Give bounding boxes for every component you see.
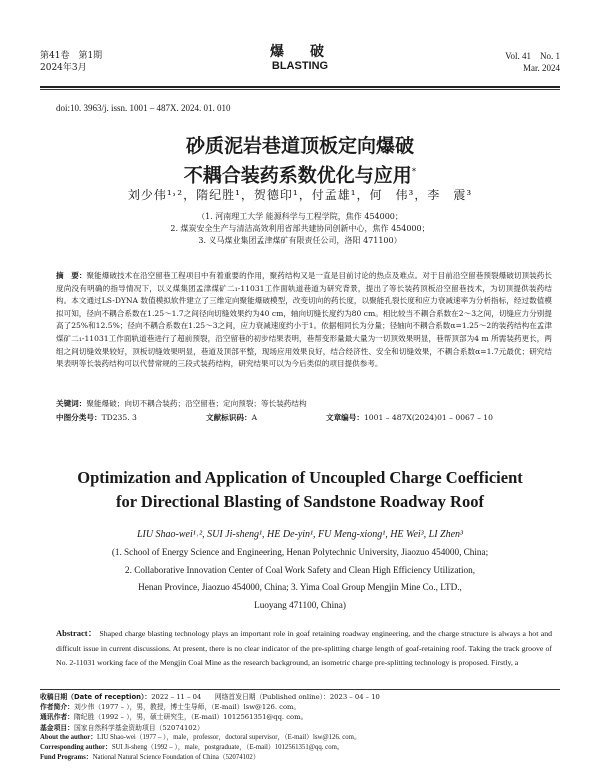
doc-code-value: A [251,413,258,422]
article-no-label: 文章编号： [326,413,364,422]
header-rule [40,86,560,88]
keywords-cn-label: 关键词： [56,399,87,408]
footnote-rule [40,689,560,690]
footnotes [40,692,560,763]
article-no-value: 1001 – 487X(2024)01 – 0067 – 10 [363,413,493,422]
clc-label: 中图分类号： [56,413,102,422]
footnote-corresponding-en: Corresponding author：SUI Ji-sheng（1992 – ），male，postgraduate，（E-mail）1012561351@qq. com。 [40,744,344,752]
footnote-fund-en: Fund Programs：National Natural Science Foundation of China（52074102） [40,754,260,762]
volume-issue-en: Vol. 41 No. 1 [505,51,560,61]
classification-cn [56,412,552,424]
footnote-reception: 收稿日期（Date of reception）：2022 – 11 – 04 网络首发日期（Published online）：2023 – 04 – 10 [40,693,380,701]
affiliations-en [56,544,544,614]
doc-code-label: 文献标识码： [206,413,252,422]
footnote-fund: 基金项目：国家自然科学基金资助项目（52074102） [40,723,204,732]
volume-issue-cn: 第41卷 第1期 [40,51,103,61]
date-en: Mar. 2024 [523,63,560,73]
abstract-cn-label: 摘 要： [56,271,87,280]
footnotes-en [40,733,560,764]
abstract-cn-text: 聚能爆破技术在沿空留巷工程项目中有着重要的作用，聚药结构又是一直是目前讨论的热点及难点。对于目前沿空留巷预裂爆破切顶装药长度尚没有明确的指导情况下，以义煤集团孟津煤矿二₁-11031工作面轨道巷道为研究背景，提出了等长装药顶板沿空留巷技术，为切顶提供装药结构。本文通过LS-DYNA 数值模拟软件建立了三维定向聚能爆破模型，改变切向的药长度，以聚能孔裂长度和应力衰减速率为分析指标，经过数值模拟可知，径向不耦合系数在1.25～1.7之间径向切缝效果约为40 cm，轴向切缝长度约为80 cm。相比较当不耦合系数在2～3之间，切缝应力分别提高了25%和12.5%；径向不耦合系数在1.25～3之间，应力衰减速度约小于1。依据相同长为分量；径轴向不耦合系数α=1.25～2的装药结构在孟津煤矿二₁-11031工作面轨道巷进行了超前预裂，沿空留巷的初步结果表明，巷帮变形量最大量为一切顶效果明显，巷帮顶部为4 m 所需装药更长，两组之间切缝效果较好，顶板切缝效果明显，巷道及顶部平整，现场应用效果良好，结合经济性、安全和切缝效果，不耦合系数α=1.7元最优；研究结果表明等长装药结构可以代替常规的三段式装药结构，研究结果可以为今后类似的项目提供参考。 [56,271,552,369]
title-footnote-mark: * [411,167,417,177]
title-en-line2: for Directional Blasting of Sandstone Roadway Roof [116,492,484,511]
affiliations-cn [60,211,540,247]
affiliation-en: 2. Collaborative Innovation Center of Coal Work Safety and Clean High Efficiency Utilization, [125,564,475,575]
title-cn-line2: 不耦合装药系数优化与应用* [183,164,417,187]
authors-cn: 刘少伟¹˒²，隋纪胜¹，贺德印¹，付孟雄¹，何 伟³，李 震³ [127,188,473,202]
title-cn-line1: 砂质泥岩巷道顶板定向爆破 [185,135,414,157]
abstract-en-label: Abstract： [56,628,97,638]
title-en [40,466,560,514]
affiliation-en: Luoyang 471100, China) [254,599,346,610]
affiliation-cn: 3. 义马煤业集团孟津煤矿有限责任公司，洛阳 471100） [198,236,402,245]
header-rule-thin [40,89,560,90]
authors-en: LIU Shao-wei¹˒², SUI Ji-sheng¹, HE De-yin¹, FU Meng-xiong¹, HE Wei³, LI Zhen³ [136,529,464,540]
title-en-line1: Optimization and Application of Uncoupled Charge Coefficient [77,468,523,487]
abstract-cn [56,270,552,371]
date-cn: 2024年3月 [40,63,87,73]
doi: doi:10. 3963/j. issn. 1001 – 487X. 2024. 01. 010 [56,103,231,113]
abstract-en-text: Shaped charge blasting technology plays an important role in goaf retaining roadway engineering, and the charge structure is always a hot and difficult issue in current discussions. At present, there is no clear indicator of the pre-splitting charge length of goaf-retaining roof. Taking the track groove of No. 2-11031 working face of the Mengjin Coal Mine as the research background, an isometric charge pre-splitting technology is proposed. Firstly, a [56,629,552,667]
clc-value: TD235. 3 [101,413,137,422]
footnote-author: 作者简介：刘少伟（1977 – ），男，教授，博士生导师，（E-mail）lsw@126. com。 [40,703,301,712]
footnote-corresponding: 通讯作者：隋纪胜（1992 – ），男，硕士研究生，（E-mail）1012561351@qq. com。 [40,713,308,722]
header-center [40,44,560,73]
affiliation-cn: 2. 煤炭安全生产与清洁高效利用省部共建协同创新中心，焦作 454000； [170,224,430,233]
footnote-about-author: About the author：LIU Shao-wei（1977 – ），male，professor，doctoral supervisor，（E-mail）lsw@126. com。 [40,733,361,741]
affiliation-en: Henan Province, Jiaozuo 454000, China; 3. Yima Coal Group Mengjin Mine Co., LTD., [138,582,462,592]
abstract-en [56,626,552,684]
affiliation-cn: （1. 河南理工大学 能源科学与工程学院，焦作 454000； [197,212,403,221]
header-right [505,50,560,74]
keywords-cn [56,398,552,410]
keywords-cn-text: 聚能爆破；向切不耦合装药；沿空留巷；定向预裂；等长装药结构 [86,399,307,408]
journal-name-en: BLASTING [271,60,329,72]
journal-name-cn: 爆 破 [270,44,330,60]
affiliation-en: (1. School of Energy Science and Engineering, Henan Polytechnic University, Jiaozuo 454000, China; [111,547,489,557]
journal-header [40,44,560,82]
